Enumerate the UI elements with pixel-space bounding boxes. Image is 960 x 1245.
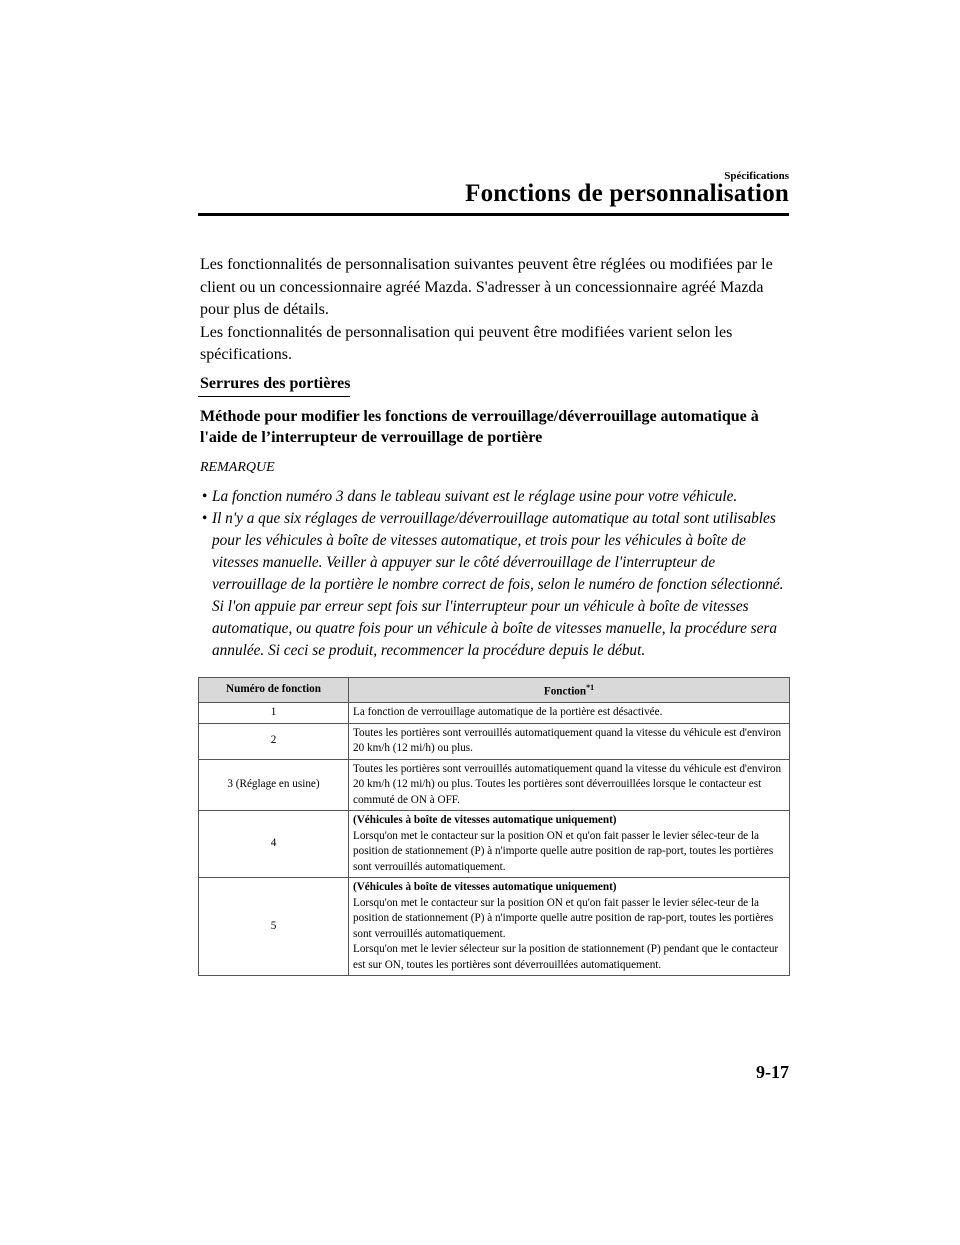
table-row: [199, 878, 790, 976]
function-description: [349, 811, 790, 878]
description-line: Toutes les portières sont verrouillés automatiquement quand la vitesse du véhicule est d'environ 20 km/h (12 mi/h) ou plus. Toutes les portières sont déverrouillées lorsque le contacteur est commuté de ON à OFF.: [353, 762, 782, 806]
page-number: 9-17: [756, 1062, 789, 1082]
table-row: [199, 703, 790, 724]
note-item: [202, 508, 792, 662]
description-line: Lorsqu'on met le contacteur sur la position ON et qu'on fait passer le levier sélec-teur de la position de stationnement (P) à n'importe quelle autre position de rap-port, toutes les portières sont verrouillés automatiquement.: [353, 896, 774, 940]
description-line: Toutes les portières sont verrouillés automatiquement quand la vitesse du véhicule est d'environ 20 km/h (12 mi/h) ou plus.: [353, 726, 782, 755]
function-description: [349, 723, 790, 759]
subsection-underline: [198, 396, 350, 397]
function-table: [198, 677, 790, 976]
section-label: Spécifications: [724, 170, 789, 182]
table-header-row: [199, 678, 790, 703]
note-list: [202, 486, 792, 662]
function-description: [349, 703, 790, 724]
column-header-function-label: Fonction: [543, 685, 587, 698]
function-number: 4: [199, 811, 349, 878]
note-item: [202, 486, 792, 508]
function-number: 5: [199, 878, 349, 976]
intro-paragraph: Les fonctionnalités de personnalisation suivantes peuvent être réglées ou modifiées par le client ou un concessionnaire agréé Mazda. S'adresser à un concessionnaire agréé Mazda pour plus de détails.: [200, 256, 773, 318]
function-description: [349, 878, 790, 976]
subsection-heading: Serrures des portières: [200, 375, 351, 392]
table-row: [199, 759, 790, 811]
column-header-number: Numéro de fonction: [199, 678, 349, 703]
description-line: Lorsqu'on met le contacteur sur la position ON et qu'on fait passer le levier sélec-teur de la position de stationnement (P) à n'importe quelle autre position de rap-port, toutes les portières sont verrouillés automatiquement.: [353, 829, 774, 873]
description-line: La fonction de verrouillage automatique de la portière est désactivée.: [353, 706, 663, 719]
note-heading: REMARQUE: [200, 460, 275, 475]
description-line: Lorsqu'on met le levier sélecteur sur la position de stationnement (P) pendant que le contacteur est sur ON, toutes les portières sont déverrouillées automatiquement.: [353, 943, 779, 971]
column-header-function: [349, 678, 790, 703]
function-number: 1: [199, 703, 349, 724]
function-number: 3 (Réglage en usine): [199, 759, 349, 811]
method-heading: Méthode pour modifier les fonctions de verrouillage/déverrouillage automatique à l'aide de l’interrupteur de verrouillage de portière: [200, 408, 759, 446]
header-divider: [198, 213, 789, 216]
bullet-icon: •: [202, 488, 208, 505]
function-number: 2: [199, 723, 349, 759]
intro-text: [200, 254, 780, 367]
note-text: La fonction numéro 3 dans le tableau suivant est le réglage usine pour votre véhicule.: [212, 488, 738, 505]
note-text: Il n'y a que six réglages de verrouillage/déverrouillage automatique au total sont utilisables pour les véhicules à boîte de vitesses automatique, et trois pour les véhicules à boîte de vitesses manuelle. Veiller à appuyer sur le côté déverrouillage de l'interrupteur de verrouillage de la portière le nombre correct de fois, selon le numéro de fonction sélectionné. Si l'on appuie par erreur sept fois sur l'interrupteur pour un véhicule à boîte de vitesses automatique, ou quatre fois pour un véhicule à boîte de vitesses manuelle, la procédure sera annulée. Si ceci se produit, recommencer la procédure depuis le début.: [212, 510, 784, 659]
function-description: [349, 759, 790, 811]
table-row: [199, 811, 790, 878]
footnote-marker: *1: [586, 683, 595, 692]
page-title: Fonctions de personnalisation: [465, 180, 789, 207]
bullet-icon: •: [202, 510, 208, 527]
table-row: [199, 723, 790, 759]
vehicle-condition: (Véhicules à boîte de vitesses automatique uniquement): [353, 881, 617, 894]
vehicle-condition: (Véhicules à boîte de vitesses automatique uniquement): [353, 814, 617, 827]
intro-paragraph: Les fonctionnalités de personnalisation qui peuvent être modifiées varient selon les spécifications.: [200, 323, 733, 363]
